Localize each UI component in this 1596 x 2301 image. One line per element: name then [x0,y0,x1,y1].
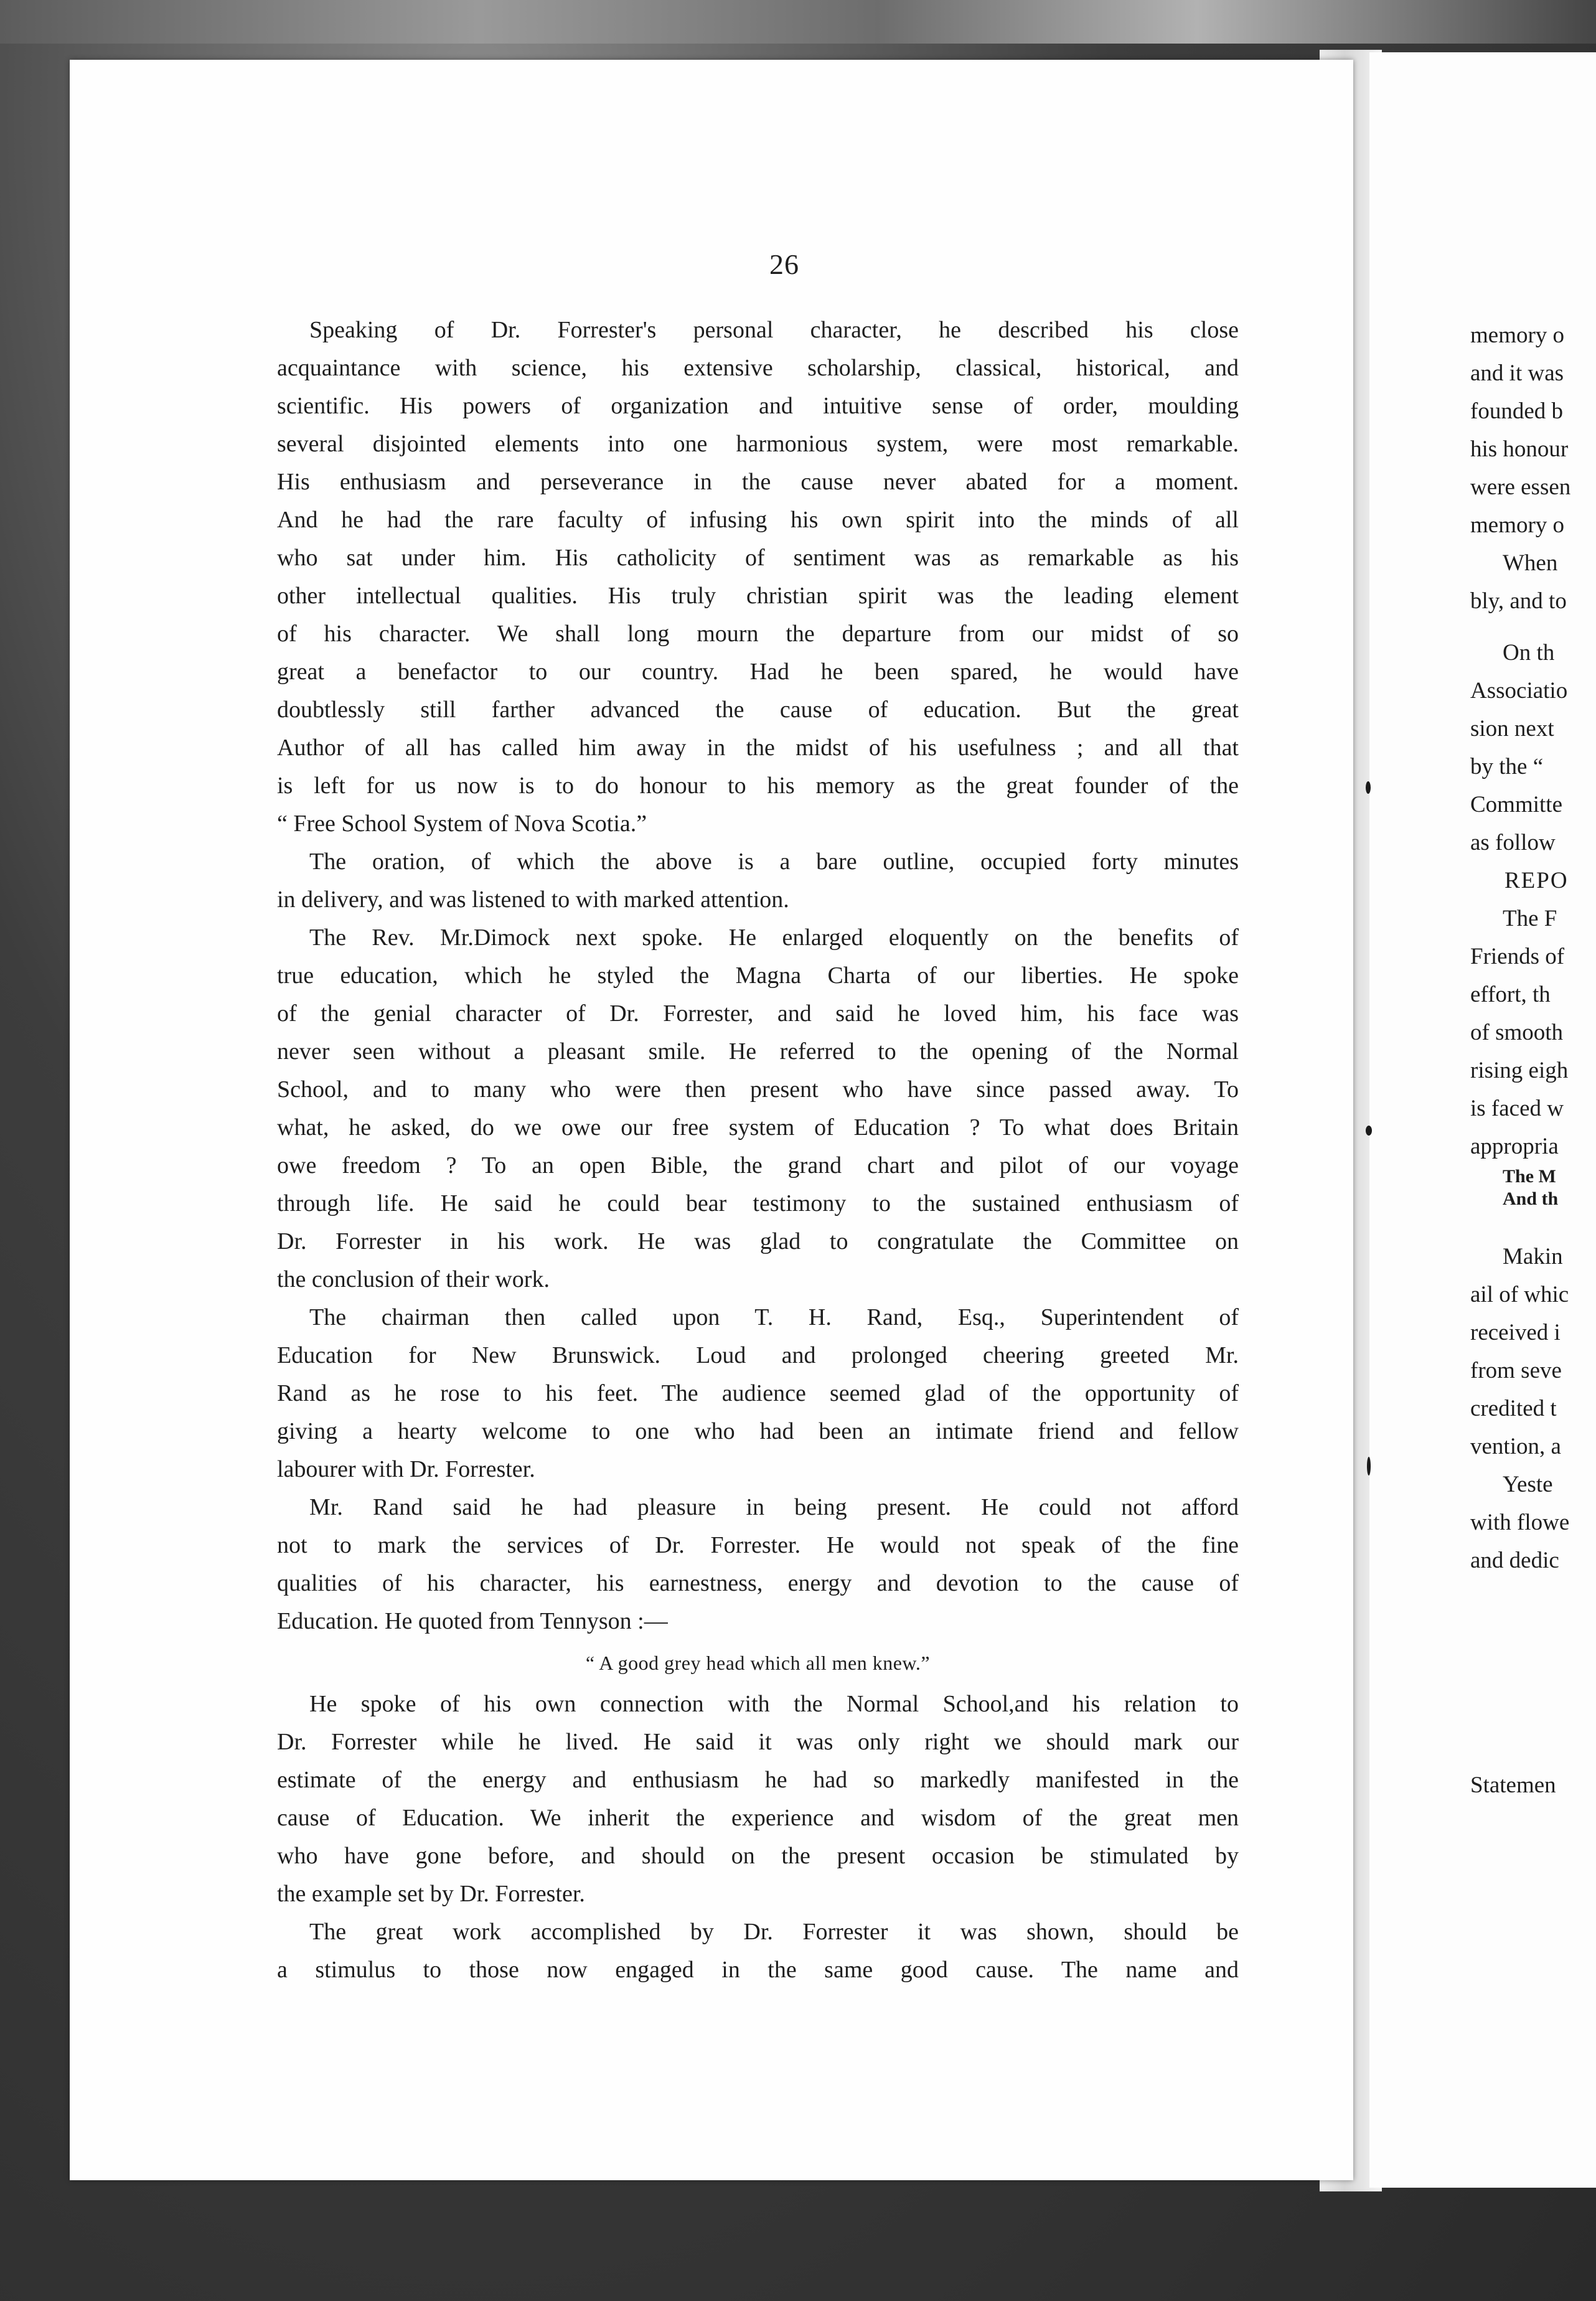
text-line: and dedic [1470,1548,1559,1573]
text-line: is left for us now is to do honour to his memory as the great founder of the [277,773,1239,799]
text-line: owe freedom ? To an open Bible, the grand chart and pilot of our voyage [277,1152,1239,1179]
text-line: Education for New Brunswick. Loud and prolonged cheering greeted Mr. [277,1342,1239,1368]
binding-mark [1367,1457,1371,1475]
text-line: memory o [1470,322,1565,348]
text-line: Education. He quoted from Tennyson :— [277,1608,668,1634]
text-line: REPO [1504,868,1569,893]
binding-mark [1366,781,1371,794]
text-line: as follow [1470,830,1556,855]
text-line: Dr. Forrester while he lived. He said it was only right we should mark our [277,1729,1239,1755]
text-line: Rand as he rose to his feet. The audience seemed glad of the opportunity of [277,1380,1239,1406]
text-line: of his character. We shall long mourn the departure from our midst of so [277,621,1239,647]
text-line: The M [1503,1166,1556,1187]
text-line: The F [1503,906,1557,931]
text-line: of the genial character of Dr. Forrester, and said he loved him, his face was [277,1000,1239,1027]
right-page-lines [1470,316,1596,1804]
text-line: Statemen [1470,1772,1556,1798]
text-line: The Rev. Mr.Dimock next spoke. He enlarged eloquently on the benefits of [309,925,1239,951]
text-line: in delivery, and was listened to with marked attention. [277,887,789,913]
text-line: vention, a [1470,1434,1561,1459]
binding-mark [1366,1126,1372,1136]
text-line: rising eigh [1470,1058,1569,1083]
text-block-main [277,311,1239,1640]
text-line: doubtlessly still farther advanced the cause of education. But the great [277,697,1239,723]
text-line: The chairman then called upon T. H. Rand, Esq., Superintendent of [309,1304,1239,1330]
text-line: When [1503,550,1558,576]
text-line: Mr. Rand said he had pleasure in being present. He could not afford [309,1494,1239,1520]
text-line: received i [1470,1320,1561,1345]
text-line: several disjointed elements into one harmonious system, were most remarkable. [277,431,1239,457]
right-page-text [1470,316,1596,1804]
text-line: who have gone before, and should on the present occasion be stimulated by [277,1843,1239,1869]
text-line: On th [1503,640,1555,666]
text-line: cause of Education. We inherit the experience and wisdom of the great men [277,1805,1239,1831]
text-line: And th [1503,1188,1559,1209]
text-line: Author of all has called him away in the midst of his usefulness ; and all that [277,735,1239,761]
text-line: estimate of the energy and enthusiasm he had so markedly manifested in the [277,1767,1239,1793]
text-line: true education, which he styled the Magna Charta of our liberties. He spoke [277,962,1239,989]
text-line: effort, th [1470,982,1551,1007]
text-line: He spoke of his own connection with the Normal School,and his relation to [309,1691,1239,1717]
text-line: Committe [1470,792,1562,817]
text-line: School, and to many who were then present who have since passed away. To [277,1076,1239,1103]
text-line: Associatio [1470,678,1568,703]
text-line: through life. He said he could bear testimony to the sustained enthusiasm of [277,1190,1239,1216]
text-line: and it was [1470,360,1564,386]
body-text [277,311,1239,1989]
line-gap [1470,1210,1596,1238]
text-line: acquaintance with science, his extensive scholarship, classical, historical, and [277,355,1239,381]
text-line: sion next [1470,716,1554,741]
text-line: not to mark the services of Dr. Forrester. He would not speak of the fine [277,1532,1239,1558]
line-gap [1470,620,1596,634]
text-line: The oration, of which the above is a bare outline, occupied forty minutes [309,849,1239,875]
text-line: Dr. Forrester in his work. He was glad to congratulate the Committee on [277,1228,1239,1254]
text-line: other intellectual qualities. His truly christian spirit was the leading element [277,583,1239,609]
text-line: with flowe [1470,1510,1570,1535]
text-line: who sat under him. His catholicity of sentiment was as remarkable as his [277,545,1239,571]
text-line: qualities of his character, his earnestness, energy and devotion to the cause of [277,1570,1239,1596]
text-line: from seve [1470,1358,1562,1383]
text-line: never seen without a pleasant smile. He referred to the opening of the Normal [277,1038,1239,1065]
text-line: Yeste [1503,1472,1553,1497]
text-line: And he had the rare faculty of infusing his own spirit into the minds of all [277,507,1239,533]
text-block-continued [277,1685,1239,1989]
text-line: were essen [1470,474,1571,500]
text-line: appropria [1470,1134,1559,1159]
text-line: great a benefactor to our country. Had he been spared, he would have [277,659,1239,685]
line-gap [1470,1579,1596,1766]
text-line: giving a hearty welcome to one who had been an intimate friend and fellow [277,1418,1239,1444]
text-line: Speaking of Dr. Forrester's personal character, he described his close [309,317,1239,343]
text-line: Friends of [1470,944,1565,969]
text-line: The great work accomplished by Dr. Forrester it was shown, should be [309,1919,1239,1945]
text-line: memory o [1470,512,1565,538]
text-line: ail of whic [1470,1282,1569,1307]
text-line: scientific. His powers of organization and intuitive sense of order, moulding [277,393,1239,419]
text-line: founded b [1470,398,1563,424]
page-number: 26 [769,248,799,280]
text-line: a stimulus to those now engaged in the same good cause. The name and [277,1957,1239,1983]
text-line: labourer with Dr. Forrester. [277,1456,535,1482]
text-line: his honour [1470,436,1569,462]
text-line: credited t [1470,1396,1557,1421]
text-line: His enthusiasm and perseverance in the cause never abated for a moment. [277,469,1239,495]
text-line: the conclusion of their work. [277,1266,550,1292]
text-line: is faced w [1470,1096,1564,1121]
text-line: bly, and to [1470,588,1567,614]
text-line: by the “ [1470,754,1544,779]
scan-top-edge [0,0,1596,44]
text-line: what, he asked, do we owe our free system of Education ? To what does Britain [277,1114,1239,1141]
text-line: the example set by Dr. Forrester. [277,1881,585,1907]
text-line: Makin [1503,1244,1563,1269]
tennyson-quote: “ A good grey head which all men knew.” [585,1652,931,1674]
text-line: “ Free School System of Nova Scotia.” [277,811,647,837]
text-line: of smooth [1470,1020,1564,1045]
